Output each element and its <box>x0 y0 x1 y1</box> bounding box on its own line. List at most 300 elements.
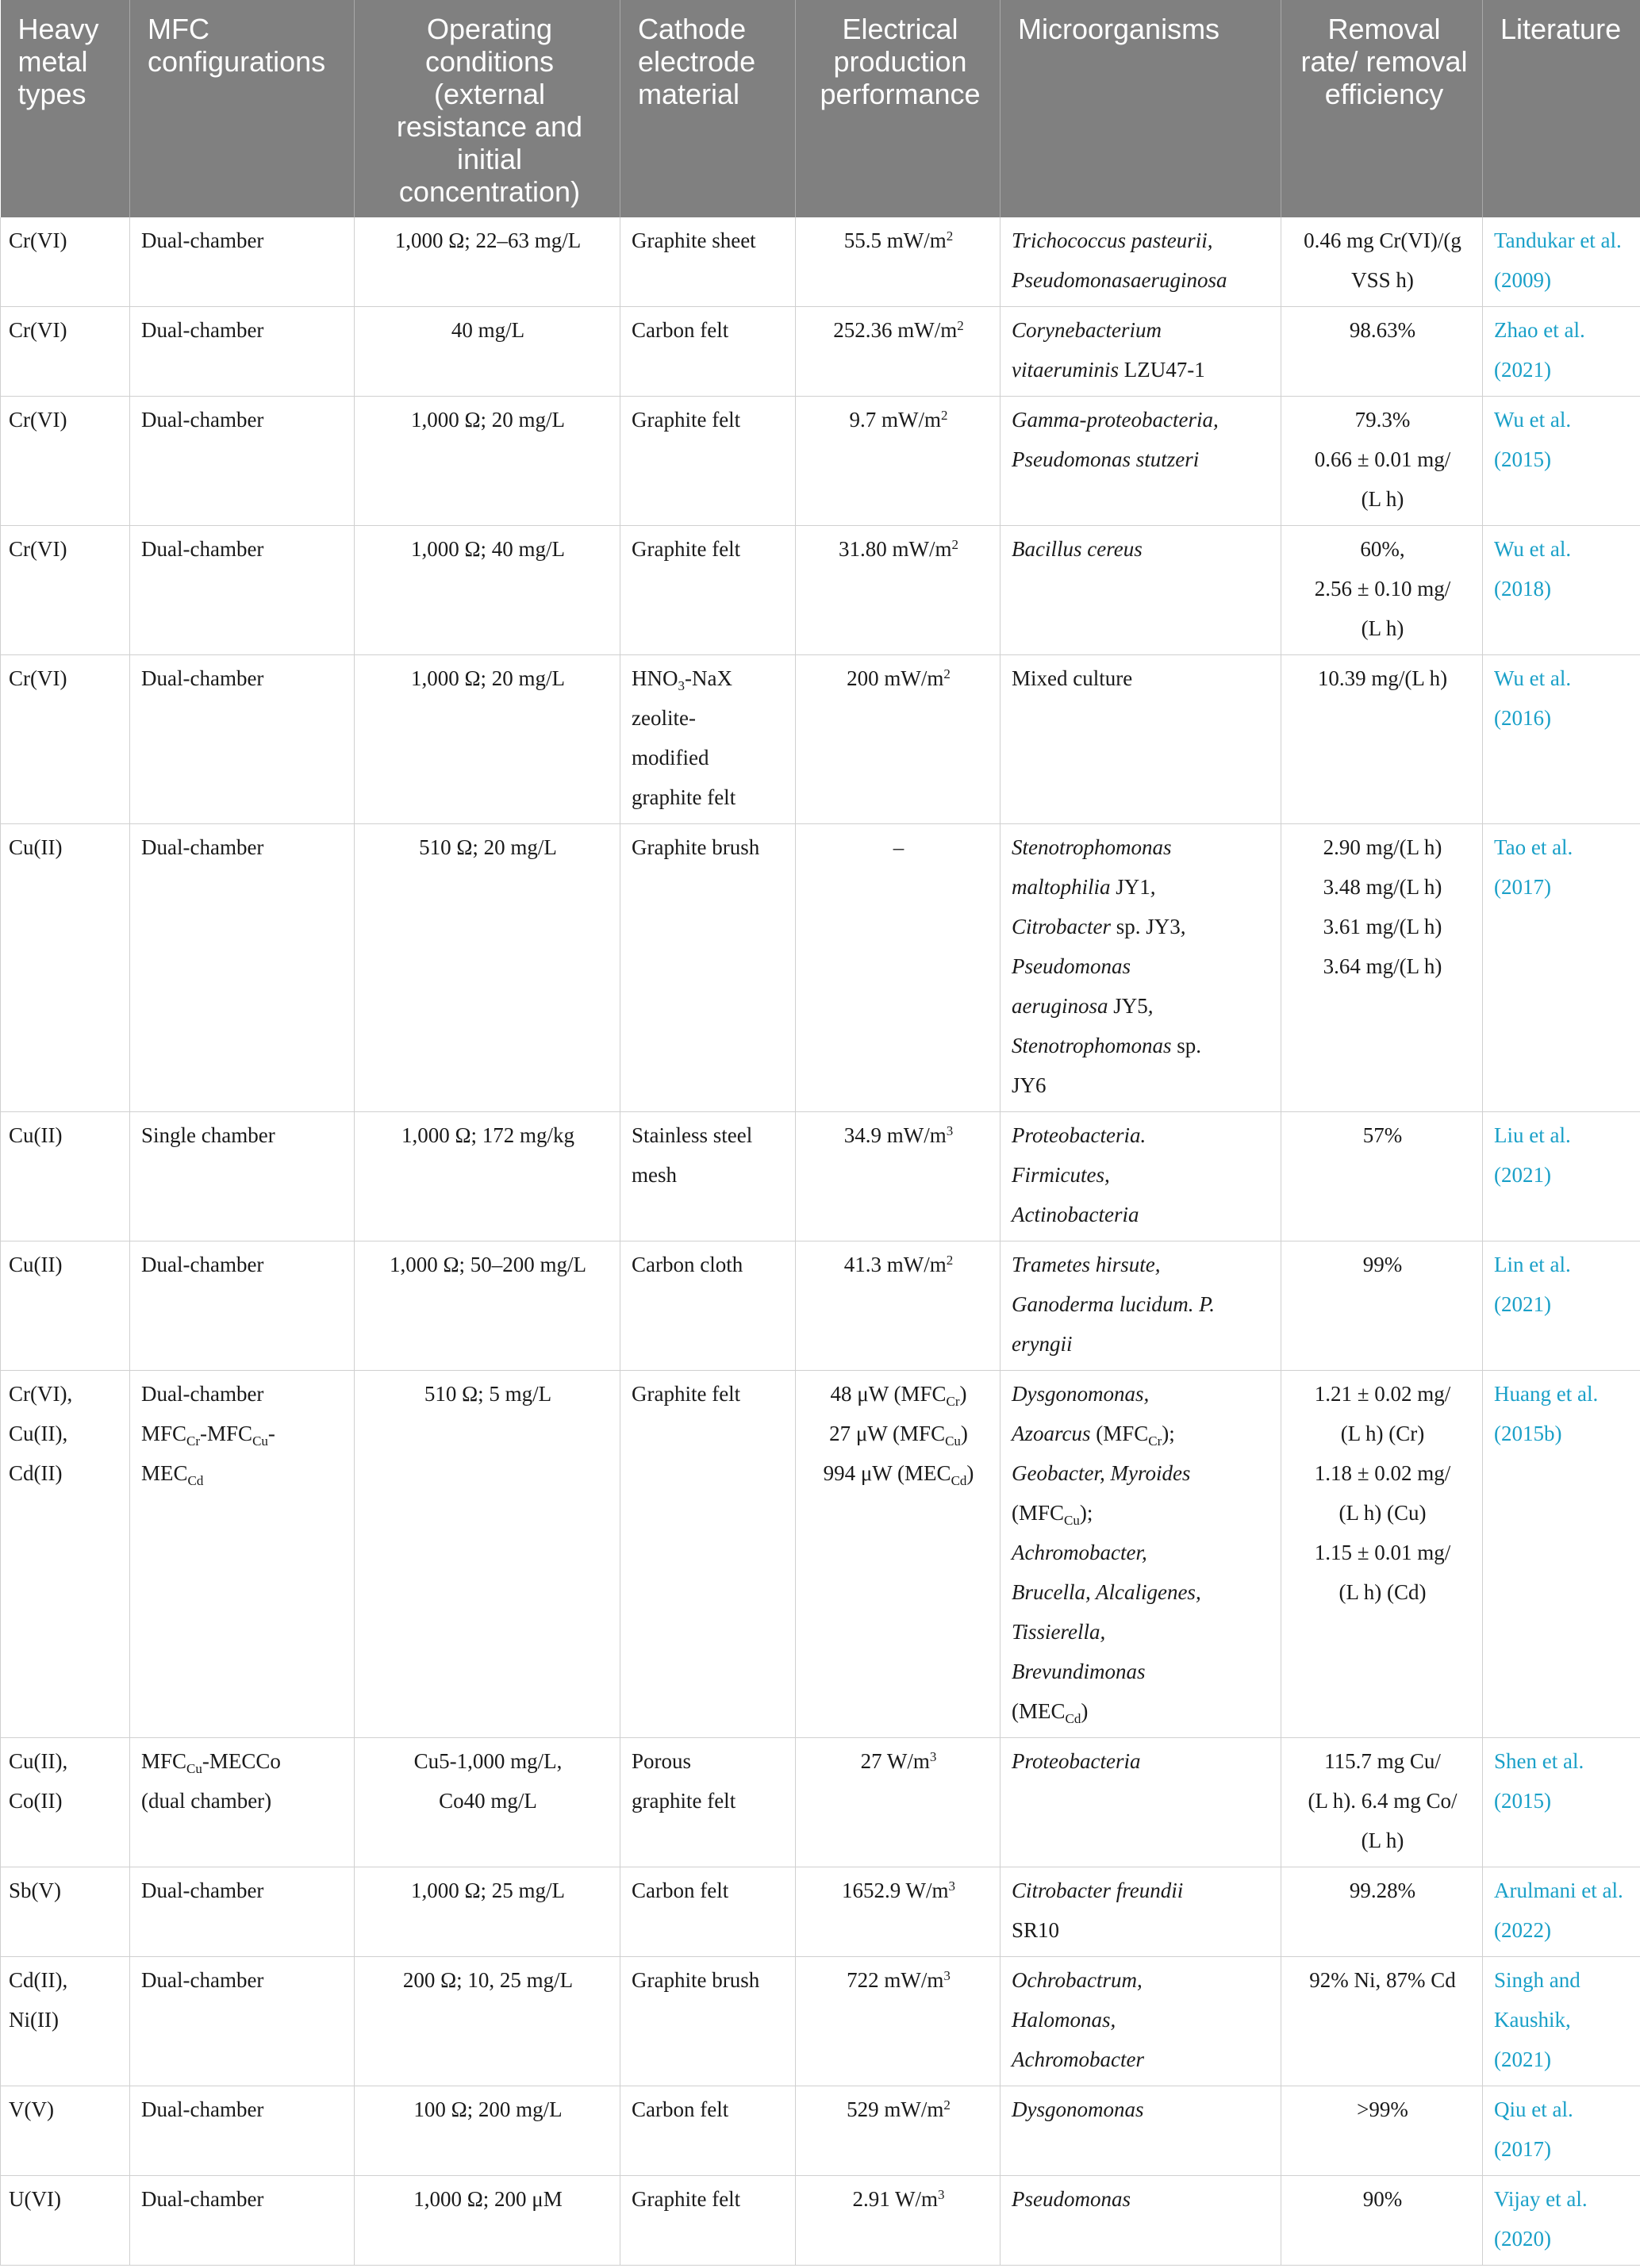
cell-literature-line[interactable]: Tandukar et al. <box>1494 228 1622 252</box>
cell-removal-rate-line: 60%, <box>1360 537 1405 561</box>
cell-microorganisms <box>1001 1957 1281 2086</box>
cell-metal-type-line: V(V) <box>9 2097 54 2121</box>
cell-removal-rate <box>1281 1371 1483 1738</box>
cell-literature-line[interactable]: Wu et al. <box>1494 408 1572 432</box>
cell-literature[interactable] <box>1483 1112 1640 1241</box>
cell-electrical-performance-line: 1652.9 $W/m^3$ <box>842 1878 955 1902</box>
cell-cathode-material-line: Graphite brush <box>632 835 760 859</box>
cell-removal-rate-line: 10.39 mg/(L h) <box>1317 666 1448 690</box>
cell-literature-line[interactable]: (2015) <box>1494 447 1551 471</box>
cell-mfc-configuration <box>130 217 355 307</box>
cell-cathode-material <box>620 824 796 1112</box>
cell-metal-type <box>1 824 130 1112</box>
cell-microorganisms-line: Actinobacteria <box>1012 1203 1139 1226</box>
cell-removal-rate <box>1281 2176 1483 2266</box>
cell-literature[interactable] <box>1483 2086 1640 2176</box>
table-row <box>1 217 1640 307</box>
cell-removal-rate <box>1281 1957 1483 2086</box>
cell-literature-line[interactable]: Lin et al. <box>1494 1253 1571 1276</box>
cell-cathode-material-line: $HNO_3$-NaX <box>632 666 732 693</box>
cell-metal-type <box>1 2086 130 2176</box>
cell-literature[interactable] <box>1483 1867 1640 1957</box>
header-row <box>1 0 1640 217</box>
cell-microorganisms-line: Halomonas, <box>1012 2008 1116 2032</box>
cell-removal-rate-line: 90% <box>1362 2187 1403 2211</box>
cell-cathode-material <box>620 1957 796 2086</box>
cell-operating-conditions <box>355 2176 620 2266</box>
cell-electrical-performance-line: – <box>893 835 904 859</box>
cell-microorganisms-line: maltophilia JY1, <box>1012 875 1156 899</box>
cell-cathode-material-line: graphite felt <box>632 785 736 809</box>
cell-literature-line[interactable]: Singh and <box>1494 1968 1580 1992</box>
cell-microorganisms <box>1001 824 1281 1112</box>
cell-microorganisms-line: SR10 <box>1012 1918 1060 1942</box>
cell-removal-rate-line: 99% <box>1362 1253 1403 1276</box>
cell-cathode-material-line: Carbon cloth <box>632 1253 743 1276</box>
cell-metal-type-line: Cu(II) <box>9 1123 63 1147</box>
table-row <box>1 824 1640 1112</box>
header-mfc-configurations: MFC configurations <box>130 0 355 217</box>
cell-mfc-configuration-line: Dual-chamber <box>141 1878 264 1902</box>
cell-mfc-configuration-line: Dual-chamber <box>141 2187 264 2211</box>
cell-microorganisms <box>1001 397 1281 526</box>
cell-literature-line[interactable]: Zhao et al. <box>1494 318 1585 342</box>
header-cathode-material: Cathode electrode material <box>620 0 796 217</box>
cell-mfc-configuration <box>130 1738 355 1867</box>
cell-removal-rate-line: 0.46 mg Cr(VI)/(g <box>1304 228 1461 252</box>
header-microorganisms: Microorganisms <box>1001 0 1281 217</box>
cell-operating-conditions <box>355 824 620 1112</box>
cell-electrical-performance-line: 48 μW $(MFC_{Cr})$ <box>830 1382 967 1409</box>
cell-mfc-configuration <box>130 1112 355 1241</box>
cell-literature[interactable] <box>1483 397 1640 526</box>
cell-cathode-material-line: Graphite felt <box>632 408 741 432</box>
cell-literature[interactable] <box>1483 824 1640 1112</box>
cell-electrical-performance-line: 34.9 $mW/m^3$ <box>843 1123 954 1147</box>
cell-literature[interactable] <box>1483 1738 1640 1867</box>
cell-literature-line[interactable]: Liu et al. <box>1494 1123 1571 1147</box>
cell-microorganisms-line: Stenotrophomonas <box>1012 835 1172 859</box>
cell-operating-conditions-line: 510 Ω; 20 mg/L <box>419 835 557 859</box>
cell-microorganisms <box>1001 307 1281 397</box>
cell-literature-line[interactable]: Huang et al. <box>1494 1382 1599 1406</box>
table-row <box>1 1241 1640 1371</box>
cell-metal-type-line: Cr(VI) <box>9 666 67 690</box>
cell-operating-conditions-line: 1,000 Ω; 20 mg/L <box>410 408 566 432</box>
cell-literature-line[interactable]: (2022) <box>1494 1918 1551 1942</box>
cell-metal-type-line: Cu(II), <box>9 1422 68 1445</box>
cell-removal-rate-line: VSS h) <box>1351 268 1414 292</box>
cell-metal-type-line: Cu(II) <box>9 1253 63 1276</box>
cell-microorganisms-line: Gamma-proteobacteria, <box>1012 408 1219 432</box>
cell-microorganisms-line: Azoarcus $(MFC_{Cr})$; <box>1012 1422 1175 1449</box>
cell-removal-rate-line: 57% <box>1362 1123 1403 1147</box>
cell-metal-type-line: Ni(II) <box>9 2008 59 2032</box>
cell-operating-conditions-line: 40 mg/L <box>451 318 525 342</box>
cell-literature-line[interactable]: (2009) <box>1494 268 1551 292</box>
cell-microorganisms <box>1001 655 1281 824</box>
cell-operating-conditions-line: Co40 mg/L <box>439 1789 537 1813</box>
cell-microorganisms-line: Pseudomonas <box>1012 954 1131 978</box>
cell-operating-conditions-line: 1,000 Ω; 50–200 mg/L <box>389 1253 587 1276</box>
cell-metal-type-line: U(VI) <box>9 2187 61 2211</box>
cell-removal-rate-line: 2.90 mg/(L h) <box>1323 835 1442 859</box>
cell-literature-line[interactable]: Arulmani et al. <box>1494 1878 1623 1902</box>
cell-mfc-configuration <box>130 397 355 526</box>
table-row <box>1 526 1640 655</box>
cell-cathode-material <box>620 1241 796 1371</box>
cell-microorganisms-line: Trichococcus pasteurii, <box>1012 228 1213 252</box>
cell-removal-rate <box>1281 2086 1483 2176</box>
cell-microorganisms-line: Proteobacteria. <box>1012 1123 1146 1147</box>
cell-microorganisms-line: Firmicutes, <box>1012 1163 1110 1187</box>
cell-microorganisms <box>1001 2176 1281 2266</box>
cell-literature-line[interactable]: Wu et al. <box>1494 537 1572 561</box>
cell-microorganisms-line: Citrobacter sp. JY3, <box>1012 915 1186 938</box>
cell-microorganisms-line: Dysgonomonas, <box>1012 1382 1150 1406</box>
cell-cathode-material <box>620 217 796 307</box>
cell-literature[interactable] <box>1483 655 1640 824</box>
cell-microorganisms-line: Bacillus cereus <box>1012 537 1143 561</box>
table-row <box>1 1867 1640 1957</box>
cell-literature[interactable] <box>1483 1371 1640 1738</box>
cell-cathode-material-line: Graphite brush <box>632 1968 760 1992</box>
cell-removal-rate-line: (L h) <box>1361 487 1404 511</box>
cell-electrical-performance-line: 41.3 $mW/m^2$ <box>843 1253 954 1276</box>
cell-electrical-performance-line: 9.7 $mW/m^2$ <box>849 408 948 432</box>
cell-literature-line[interactable]: (2021) <box>1494 2047 1551 2071</box>
table-row <box>1 1371 1640 1738</box>
cell-microorganisms-line: eryngii <box>1012 1332 1073 1356</box>
cell-metal-type <box>1 307 130 397</box>
header-heavy-metal-types: Heavy metal types <box>1 0 130 217</box>
cell-mfc-configuration <box>130 1867 355 1957</box>
cell-removal-rate <box>1281 1738 1483 1867</box>
cell-removal-rate-line: 1.15 ± 0.01 mg/ <box>1314 1541 1451 1564</box>
cell-removal-rate-line: 1.21 ± 0.02 mg/ <box>1314 1382 1451 1406</box>
cell-removal-rate <box>1281 1112 1483 1241</box>
cell-microorganisms <box>1001 526 1281 655</box>
cell-electrical-performance-line: 200 $mW/m^2$ <box>847 666 951 690</box>
cell-mfc-configuration <box>130 1241 355 1371</box>
table-row <box>1 307 1640 397</box>
cell-microorganisms-line: Brevundimonas <box>1012 1660 1146 1683</box>
cell-operating-conditions <box>355 1371 620 1738</box>
table-body <box>1 217 1640 2266</box>
cell-electrical-performance <box>796 824 1001 1112</box>
cell-mfc-configuration-line: Dual-chamber <box>141 835 264 859</box>
cell-mfc-configuration-line: Dual-chamber <box>141 408 264 432</box>
cell-removal-rate-line: 3.61 mg/(L h) <box>1323 915 1442 938</box>
cell-literature-line[interactable]: (2021) <box>1494 1163 1551 1187</box>
cell-cathode-material-line: graphite felt <box>632 1789 736 1813</box>
cell-electrical-performance-line: 529 $mW/m^2$ <box>847 2097 951 2121</box>
cell-operating-conditions-line: 100 Ω; 200 mg/L <box>413 2097 563 2121</box>
cell-cathode-material-line: Graphite felt <box>632 537 741 561</box>
cell-metal-type-line: Cu(II) <box>9 835 63 859</box>
cell-cathode-material <box>620 307 796 397</box>
cell-literature[interactable] <box>1483 217 1640 307</box>
cell-mfc-configuration-line: Dual-chamber <box>141 2097 264 2121</box>
cell-cathode-material <box>620 526 796 655</box>
cell-metal-type <box>1 526 130 655</box>
cell-literature-line[interactable]: (2020) <box>1494 2227 1551 2251</box>
cell-cathode-material <box>620 655 796 824</box>
cell-operating-conditions <box>355 1867 620 1957</box>
cell-electrical-performance-line: 2.91 $W/m^3$ <box>852 2187 945 2211</box>
cell-removal-rate-line: >99% <box>1357 2097 1408 2121</box>
cell-mfc-configuration-line: Dual-chamber <box>141 1382 264 1406</box>
cell-microorganisms-line: Achromobacter, <box>1012 1541 1147 1564</box>
cell-mfc-configuration-line: Dual-chamber <box>141 228 264 252</box>
cell-microorganisms-line: Proteobacteria <box>1012 1749 1141 1773</box>
cell-literature-line[interactable]: (2018) <box>1494 577 1551 601</box>
cell-removal-rate-line: 115.7 mg Cu/ <box>1324 1749 1441 1773</box>
cell-operating-conditions-line: Cu5-1,000 mg/L, <box>413 1749 563 1773</box>
cell-microorganisms-line: Stenotrophomonas sp. <box>1012 1034 1202 1057</box>
cell-microorganisms-line: Achromobacter <box>1012 2047 1144 2071</box>
cell-metal-type-line: Cr(VI) <box>9 228 67 252</box>
cell-metal-type <box>1 1112 130 1241</box>
cell-removal-rate-line: 2.56 ± 0.10 mg/ <box>1314 577 1451 601</box>
cell-metal-type-line: Cr(VI) <box>9 318 67 342</box>
cell-literature[interactable] <box>1483 526 1640 655</box>
cell-operating-conditions-line: 1,000 Ω; 200 μM <box>413 2187 563 2211</box>
cell-cathode-material-line: Porous <box>632 1749 692 1773</box>
cell-cathode-material <box>620 397 796 526</box>
cell-literature-line[interactable]: Shen et al. <box>1494 1749 1584 1773</box>
cell-electrical-performance <box>796 1957 1001 2086</box>
cell-literature[interactable] <box>1483 2176 1640 2266</box>
cell-literature-line[interactable]: Qiu et al. <box>1494 2097 1573 2121</box>
cell-mfc-configuration <box>130 655 355 824</box>
cell-mfc-configuration-line: $MFC_{Cr}-MFC_{Cu}-$ <box>141 1422 275 1449</box>
cell-cathode-material-line: Carbon felt <box>632 2097 729 2121</box>
header-electrical-performance: Electrical production performance <box>796 0 1001 217</box>
cell-electrical-performance <box>796 1738 1001 1867</box>
cell-metal-type <box>1 1738 130 1867</box>
cell-cathode-material <box>620 1738 796 1867</box>
cell-literature-line[interactable]: Kaushik, <box>1494 2008 1571 2032</box>
cell-operating-conditions <box>355 1112 620 1241</box>
cell-removal-rate <box>1281 307 1483 397</box>
table-row <box>1 2176 1640 2266</box>
cell-microorganisms-line: aeruginosa JY5, <box>1012 994 1154 1018</box>
cell-operating-conditions <box>355 1738 620 1867</box>
cell-microorganisms-line: Geobacter, Myroides <box>1012 1461 1191 1485</box>
cell-microorganisms-line: Dysgonomonas <box>1012 2097 1144 2121</box>
cell-metal-type <box>1 397 130 526</box>
cell-metal-type <box>1 2176 130 2266</box>
cell-mfc-configuration <box>130 526 355 655</box>
cell-mfc-configuration-line: Dual-chamber <box>141 1968 264 1992</box>
cell-microorganisms <box>1001 1738 1281 1867</box>
cell-microorganisms-line: vitaeruminis LZU47-1 <box>1012 358 1205 382</box>
cell-metal-type-line: Cu(II), <box>9 1749 68 1773</box>
cell-metal-type-line: Co(II) <box>9 1789 63 1813</box>
cell-removal-rate-line: (L h) <box>1361 616 1404 640</box>
cell-cathode-material <box>620 2176 796 2266</box>
table-row <box>1 397 1640 526</box>
cell-electrical-performance <box>796 1241 1001 1371</box>
header-literature: Literature <box>1483 0 1640 217</box>
cell-literature-line[interactable]: Tao et al. <box>1494 835 1573 859</box>
cell-cathode-material-line: zeolite- <box>632 706 696 730</box>
cell-literature[interactable] <box>1483 1957 1640 2086</box>
cell-removal-rate-line: 3.64 mg/(L h) <box>1323 954 1442 978</box>
cell-mfc-configuration-line: Dual-chamber <box>141 318 264 342</box>
cell-metal-type-line: Cr(VI), <box>9 1382 73 1406</box>
cell-electrical-performance <box>796 655 1001 824</box>
cell-electrical-performance <box>796 526 1001 655</box>
cell-electrical-performance <box>796 2176 1001 2266</box>
cell-electrical-performance <box>796 2086 1001 2176</box>
cell-microorganisms <box>1001 1112 1281 1241</box>
cell-operating-conditions <box>355 307 620 397</box>
cell-electrical-performance-line: 55.5 $mW/m^2$ <box>843 228 954 252</box>
cell-operating-conditions-line: 1,000 Ω; 172 mg/kg <box>401 1123 575 1147</box>
cell-literature[interactable] <box>1483 1241 1640 1371</box>
cell-literature-line[interactable]: (2016) <box>1494 706 1551 730</box>
cell-removal-rate-line: (L h). 6.4 mg Co/ <box>1308 1789 1458 1813</box>
cell-metal-type-line: Sb(V) <box>9 1878 61 1902</box>
cell-microorganisms-line: JY6 <box>1012 1073 1047 1097</box>
cell-mfc-configuration-line: Dual-chamber <box>141 537 264 561</box>
cell-literature-line[interactable]: (2015b) <box>1494 1422 1562 1445</box>
cell-microorganisms <box>1001 1371 1281 1738</box>
cell-microorganisms-line: $(MFC_{Cu})$; <box>1012 1501 1093 1528</box>
cell-cathode-material-line: Graphite sheet <box>632 228 756 252</box>
cell-microorganisms-line: Pseudomonas stutzeri <box>1012 447 1200 471</box>
cell-metal-type <box>1 655 130 824</box>
cell-electrical-performance-line: 252.36 $mW/m^2$ <box>833 318 964 342</box>
cell-electrical-performance <box>796 217 1001 307</box>
cell-removal-rate-line: 3.48 mg/(L h) <box>1323 875 1442 899</box>
cell-operating-conditions-line: 1,000 Ω; 20 mg/L <box>410 666 566 690</box>
cell-literature-line[interactable]: (2017) <box>1494 2137 1551 2161</box>
cell-operating-conditions <box>355 526 620 655</box>
cell-removal-rate-line: 99.28% <box>1349 1878 1416 1902</box>
cell-metal-type <box>1 1241 130 1371</box>
cell-removal-rate-line: (L h) <box>1361 1829 1404 1852</box>
table-row <box>1 1738 1640 1867</box>
cell-electrical-performance-line: 722 $mW/m^3$ <box>847 1968 951 1992</box>
cell-mfc-configuration-line: Dual-chamber <box>141 1253 264 1276</box>
cell-operating-conditions <box>355 217 620 307</box>
cell-microorganisms-line: Ganoderma lucidum. P. <box>1012 1292 1215 1316</box>
cell-microorganisms <box>1001 217 1281 307</box>
cell-operating-conditions <box>355 655 620 824</box>
cell-literature-line[interactable]: (2017) <box>1494 875 1551 899</box>
cell-microorganisms <box>1001 1241 1281 1371</box>
cell-metal-type <box>1 1957 130 2086</box>
cell-removal-rate-line: (L h) (Cr) <box>1340 1422 1425 1445</box>
cell-electrical-performance <box>796 1371 1001 1738</box>
cell-literature-line[interactable]: (2015) <box>1494 1789 1551 1813</box>
cell-removal-rate-line: (L h) (Cd) <box>1339 1580 1427 1604</box>
cell-metal-type <box>1 217 130 307</box>
cell-microorganisms-line: Pseudomonas <box>1012 2187 1131 2211</box>
cell-cathode-material <box>620 1867 796 1957</box>
cell-cathode-material <box>620 2086 796 2176</box>
cell-removal-rate <box>1281 1867 1483 1957</box>
cell-mfc-configuration-line: $MFC_{Cu}$-MECCo <box>141 1749 281 1776</box>
cell-mfc-configuration <box>130 307 355 397</box>
cell-removal-rate-line: 0.66 ± 0.01 mg/ <box>1314 447 1451 471</box>
cell-operating-conditions-line: 200 Ω; 10, 25 mg/L <box>402 1968 574 1992</box>
cell-metal-type-line: Cd(II), <box>9 1968 68 1992</box>
cell-literature-line[interactable]: Wu et al. <box>1494 666 1572 690</box>
table-row <box>1 655 1640 824</box>
cell-removal-rate <box>1281 655 1483 824</box>
cell-literature-line[interactable]: Vijay et al. <box>1494 2187 1588 2211</box>
cell-microorganisms-line: Brucella, Alcaligenes, <box>1012 1580 1201 1604</box>
cell-removal-rate-line: 92% Ni, 87% Cd <box>1309 1968 1456 1992</box>
cell-metal-type-line: Cr(VI) <box>9 408 67 432</box>
cell-microorganisms <box>1001 1867 1281 1957</box>
table-header <box>1 0 1640 217</box>
cell-removal-rate <box>1281 824 1483 1112</box>
cell-electrical-performance-line: 31.80 $mW/m^2$ <box>839 537 958 561</box>
cell-metal-type-line: Cd(II) <box>9 1461 63 1485</box>
cell-operating-conditions <box>355 1241 620 1371</box>
cell-literature-line[interactable]: (2021) <box>1494 1292 1551 1316</box>
cell-removal-rate-line: 1.18 ± 0.02 mg/ <box>1314 1461 1451 1485</box>
cell-cathode-material-line: Stainless steel <box>632 1123 753 1147</box>
cell-operating-conditions-line: 1,000 Ω; 22–63 mg/L <box>394 228 582 252</box>
cell-microorganisms-line: Corynebacterium <box>1012 318 1162 342</box>
cell-mfc-configuration <box>130 824 355 1112</box>
cell-electrical-performance <box>796 307 1001 397</box>
cell-microorganisms-line: Tissierella, <box>1012 1620 1106 1644</box>
cell-electrical-performance <box>796 397 1001 526</box>
cell-removal-rate <box>1281 397 1483 526</box>
cell-microorganisms-line: Citrobacter freundii <box>1012 1878 1184 1902</box>
cell-mfc-configuration-line: Single chamber <box>141 1123 275 1147</box>
cell-removal-rate <box>1281 526 1483 655</box>
cell-operating-conditions-line: 1,000 Ω; 25 mg/L <box>410 1878 566 1902</box>
cell-mfc-configuration <box>130 1957 355 2086</box>
cell-microorganisms-line: Pseudomonasaeruginosa <box>1012 268 1227 292</box>
header-removal-rate: Removal rate/ removal efficiency <box>1281 0 1483 217</box>
cell-cathode-material <box>620 1371 796 1738</box>
cell-metal-type <box>1 1371 130 1738</box>
cell-mfc-configuration <box>130 1371 355 1738</box>
cell-operating-conditions <box>355 2086 620 2176</box>
cell-literature[interactable] <box>1483 307 1640 397</box>
cell-electrical-performance-line: 994 μW $(MEC_{Cd})$ <box>823 1461 974 1488</box>
table-row <box>1 1112 1640 1241</box>
cell-cathode-material <box>620 1112 796 1241</box>
cell-removal-rate-line: 98.63% <box>1349 318 1416 342</box>
cell-operating-conditions-line: 1,000 Ω; 40 mg/L <box>410 537 566 561</box>
cell-cathode-material-line: Carbon felt <box>632 318 729 342</box>
cell-microorganisms-line: $(MEC_{Cd})$ <box>1012 1699 1089 1726</box>
cell-metal-type <box>1 1867 130 1957</box>
cell-electrical-performance-line: 27 $W/m^3$ <box>860 1749 937 1773</box>
cell-removal-rate-line: (L h) (Cu) <box>1339 1501 1427 1525</box>
cell-electrical-performance <box>796 1867 1001 1957</box>
cell-literature-line[interactable]: (2021) <box>1494 358 1551 382</box>
cell-cathode-material-line: mesh <box>632 1163 677 1187</box>
header-operating-conditions: Operating conditions (external resistance and initial concentration) <box>355 0 620 217</box>
cell-microorganisms-line: Mixed culture <box>1012 666 1133 690</box>
cell-microorganisms-line: Ochrobactrum, <box>1012 1968 1143 1992</box>
cell-electrical-performance-line: 27 μW $(MFC_{Cu})$ <box>829 1422 968 1449</box>
table-row <box>1 2086 1640 2176</box>
cell-microorganisms <box>1001 2086 1281 2176</box>
cell-cathode-material-line: Graphite felt <box>632 1382 741 1406</box>
